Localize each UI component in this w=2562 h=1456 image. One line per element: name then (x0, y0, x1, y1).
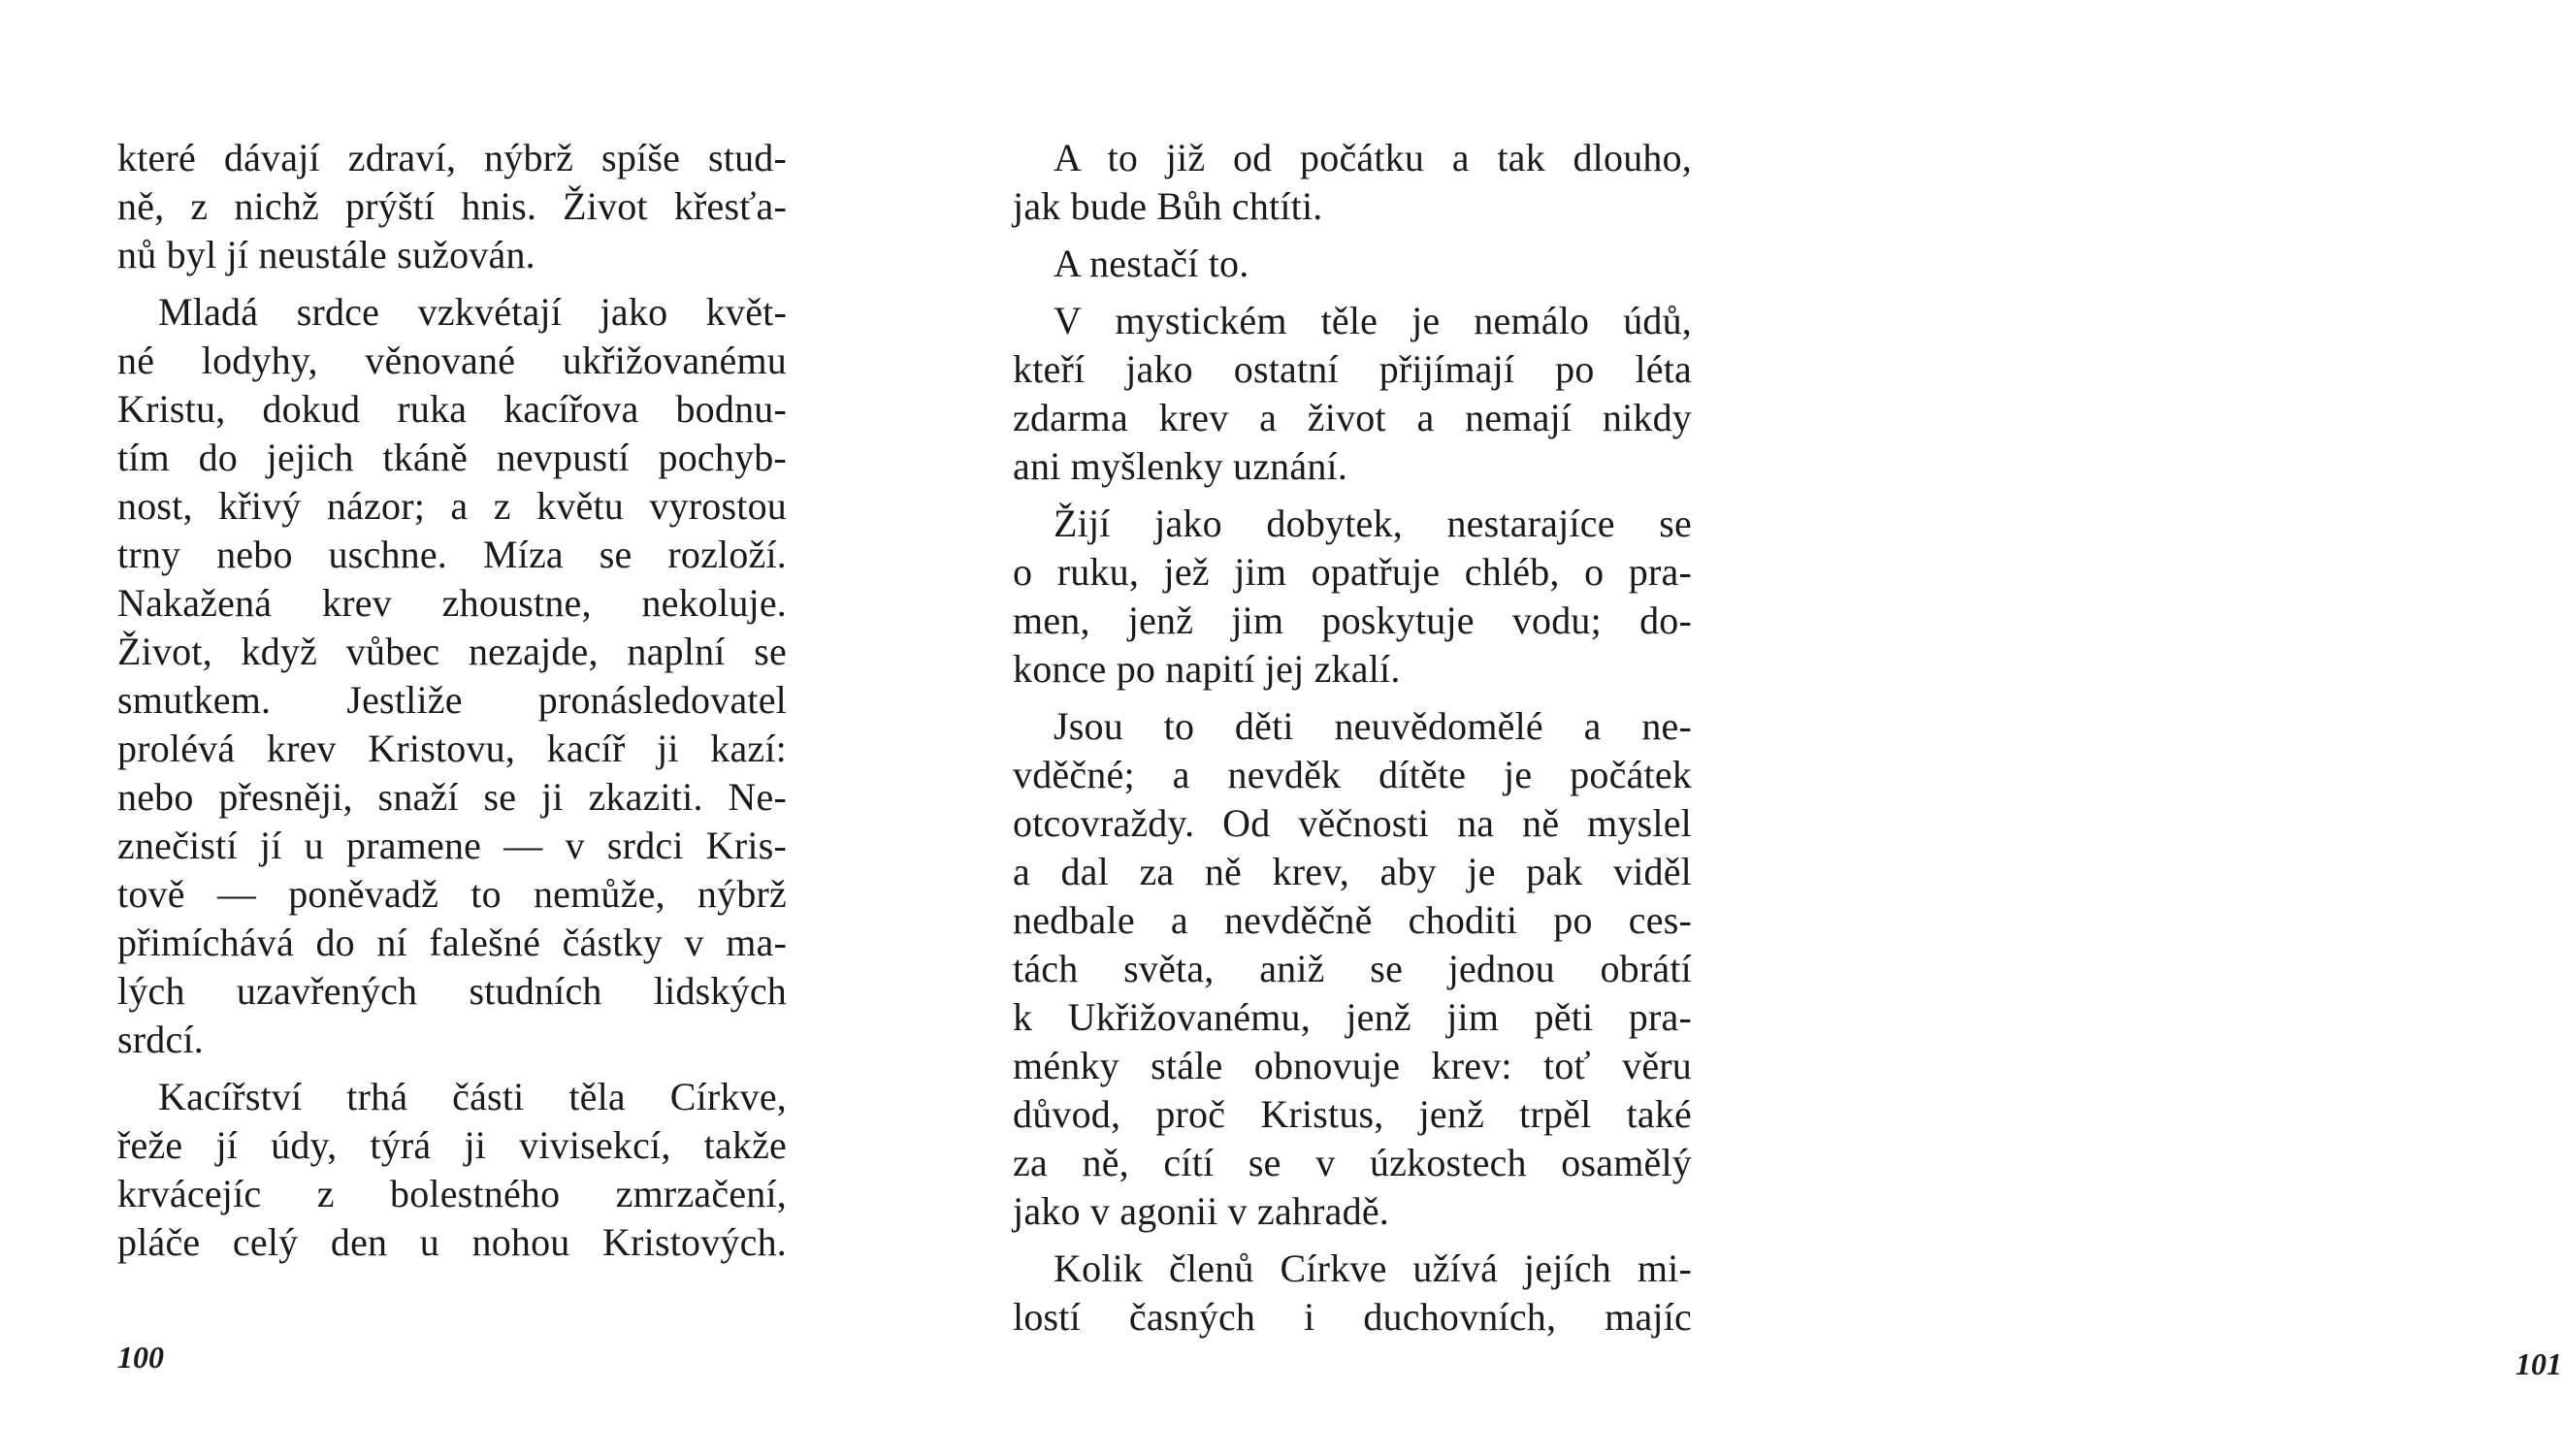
text-line: Kolik členů Církve užívá jejích mi- (1054, 1246, 1692, 1290)
text-line: Mladá srdce vzkvétají jako květ- (158, 290, 787, 334)
text-line: A nestačí to. (1054, 242, 1249, 285)
text-line: ně, z nichž prýští hnis. Život křesťa- (117, 184, 787, 228)
paragraph (1013, 297, 1692, 491)
text-line: trny nebo uschne. Míza se rozloží. (117, 533, 787, 576)
text-line: smutkem. Jestliže pronásledovatel (117, 678, 787, 722)
text-line: přimíchává do ní falešné částky v ma- (117, 921, 787, 964)
text-line: o ruku, jež jim opatřuje chléb, o pra- (1013, 550, 1692, 594)
page-number: 101 (2515, 1346, 2562, 1381)
text-line: men, jenž jim poskytuje vodu; do- (1013, 599, 1692, 642)
text-line: znečistí jí u pramene — v srdci Kris- (117, 824, 787, 867)
text-line: za ně, cítí se v úzkostech osamělý (1013, 1141, 1692, 1184)
text-line: ménky stále obnovuje krev: toť věru (1013, 1044, 1692, 1087)
paragraph (117, 288, 787, 1064)
text-line: zdarma krev a život a nemají nikdy (1013, 396, 1692, 439)
text-line: tím do jejich tkáně nevpustí pochyb- (117, 436, 787, 479)
text-line: A to již od počátku a tak dlouho, (1054, 136, 1692, 179)
text-line: nebo přesněji, snaží se ji zkaziti. Ne- (117, 775, 787, 819)
text-line: vděčné; a nevděk dítěte je počátek (1013, 753, 1692, 796)
paragraph (117, 134, 787, 279)
text-line: nedbale a nevděčně choditi po ces- (1013, 898, 1692, 942)
paragraph (1013, 240, 1692, 288)
text-line: které dávají zdraví, nýbrž spíše stud- (117, 136, 787, 179)
text-line: Nakažená krev zhoustne, nekoluje. (117, 581, 787, 625)
text-line: lých uzavřených studních lidských (117, 969, 787, 1013)
paragraph (1013, 702, 1692, 1236)
text-line: jak bude Bůh chtíti. (1013, 184, 1323, 228)
text-line: nů byl jí neustále sužován. (117, 233, 535, 276)
text-line: lostí časných i duchovních, majíc (1013, 1295, 1692, 1339)
text-line: k Ukřižovanému, jenž jim pěti pra- (1013, 995, 1692, 1039)
text-line: Život, když vůbec nezajde, naplní se (117, 630, 787, 673)
text-line: a dal za ně krev, aby je pak viděl (1013, 850, 1692, 893)
text-line: nost, křivý názor; a z květu vyrostou (117, 484, 787, 528)
paragraph (117, 1073, 787, 1267)
text-line: Kacířství trhá části těla Církve, (158, 1075, 787, 1118)
left-page-text (117, 134, 787, 1276)
text-line: řeže jí údy, týrá ji vivisekcí, takže (117, 1123, 787, 1167)
text-line: důvod, proč Kristus, jenž trpěl také (1013, 1092, 1692, 1136)
text-line: jako v agonii v zahradě. (1013, 1189, 1389, 1233)
text-line: Jsou to děti neuvědomělé a ne- (1054, 704, 1692, 748)
paragraph (1013, 1245, 1692, 1342)
right-page (887, 0, 2562, 1456)
text-line: prolévá krev Kristovu, kacíř ji kazí: (117, 727, 787, 770)
text-line: krvácejíc z bolestného zmrzačení, (117, 1172, 787, 1215)
text-line: konce po napití jej zkalí. (1013, 647, 1401, 691)
text-line: Kristu, dokud ruka kacířova bodnu- (117, 387, 787, 431)
right-page-text (1013, 134, 1692, 1350)
text-line: srdcí. (117, 1018, 204, 1061)
paragraph (1013, 134, 1692, 231)
text-line: né lodyhy, věnované ukřižovanému (117, 339, 787, 382)
text-line: tách světa, aniž se jednou obrátí (1013, 947, 1692, 990)
text-line: tově — poněvadž to nemůže, nýbrž (117, 872, 787, 916)
text-line: kteří jako ostatní přijímají po léta (1013, 347, 1692, 391)
text-line: ani myšlenky uznání. (1013, 444, 1348, 488)
left-page (0, 0, 887, 1456)
text-line: pláče celý den u nohou Kristových. (117, 1220, 787, 1264)
paragraph (1013, 500, 1692, 694)
text-line: otcovraždy. Od věčnosti na ně myslel (1013, 801, 1692, 845)
text-line: Žijí jako dobytek, nestarajíce se (1054, 502, 1692, 545)
text-line: V mystickém těle je nemálo údů, (1054, 299, 1692, 342)
page-number: 100 (117, 1340, 164, 1375)
